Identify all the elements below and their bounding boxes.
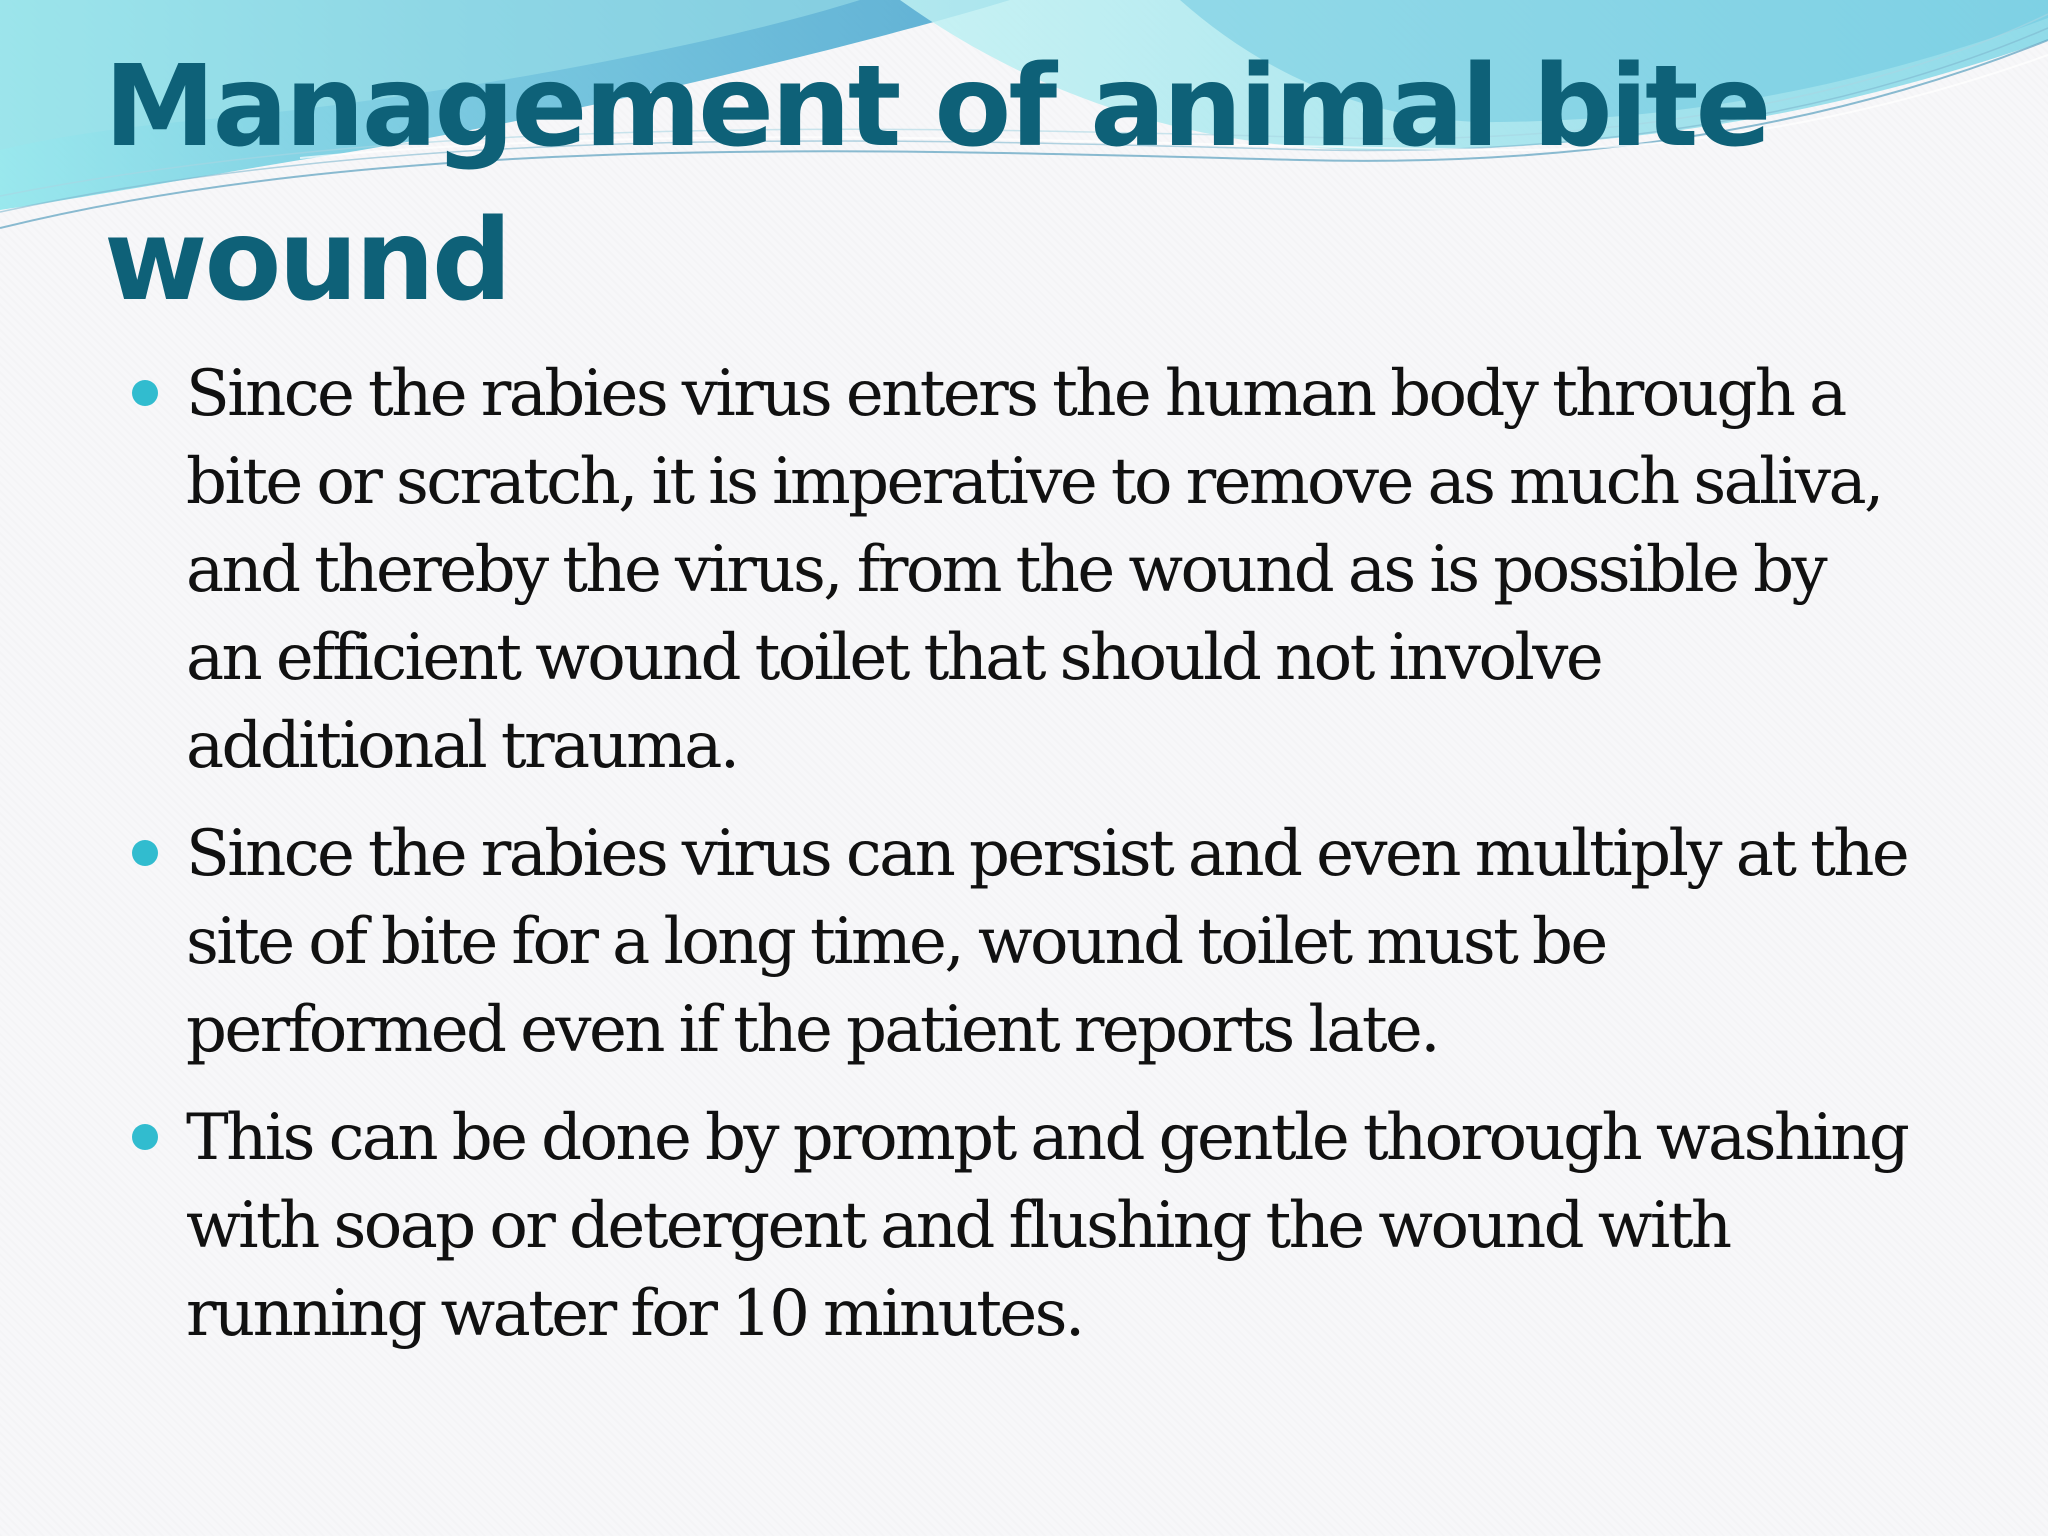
bullet-text: Since the rabies virus can persist and even multiply at the site of bite for a long time, wound toilet must be performed even if the patient reports late. xyxy=(186,817,1908,1067)
slide-title: Management of animal bite wound xyxy=(104,42,1769,326)
bullet-list xyxy=(130,350,1910,1378)
bullet-text: This can be done by prompt and gentle thorough washing with soap or detergent and flushing the wound with running water for 10 minutes. xyxy=(186,1101,1908,1351)
bullet-item xyxy=(130,1094,1910,1358)
bullet-item xyxy=(130,810,1910,1074)
bullet-icon xyxy=(132,1124,158,1150)
bullet-item xyxy=(130,350,1910,790)
bullet-icon xyxy=(132,840,158,866)
bullet-text: Since the rabies virus enters the human body through a bite or scratch, it is imperative to remove as much saliva, and thereby the virus, from the wound as is possible by an efficient wound toilet that should not involve additional trauma. xyxy=(186,357,1882,783)
bullet-icon xyxy=(132,380,158,406)
